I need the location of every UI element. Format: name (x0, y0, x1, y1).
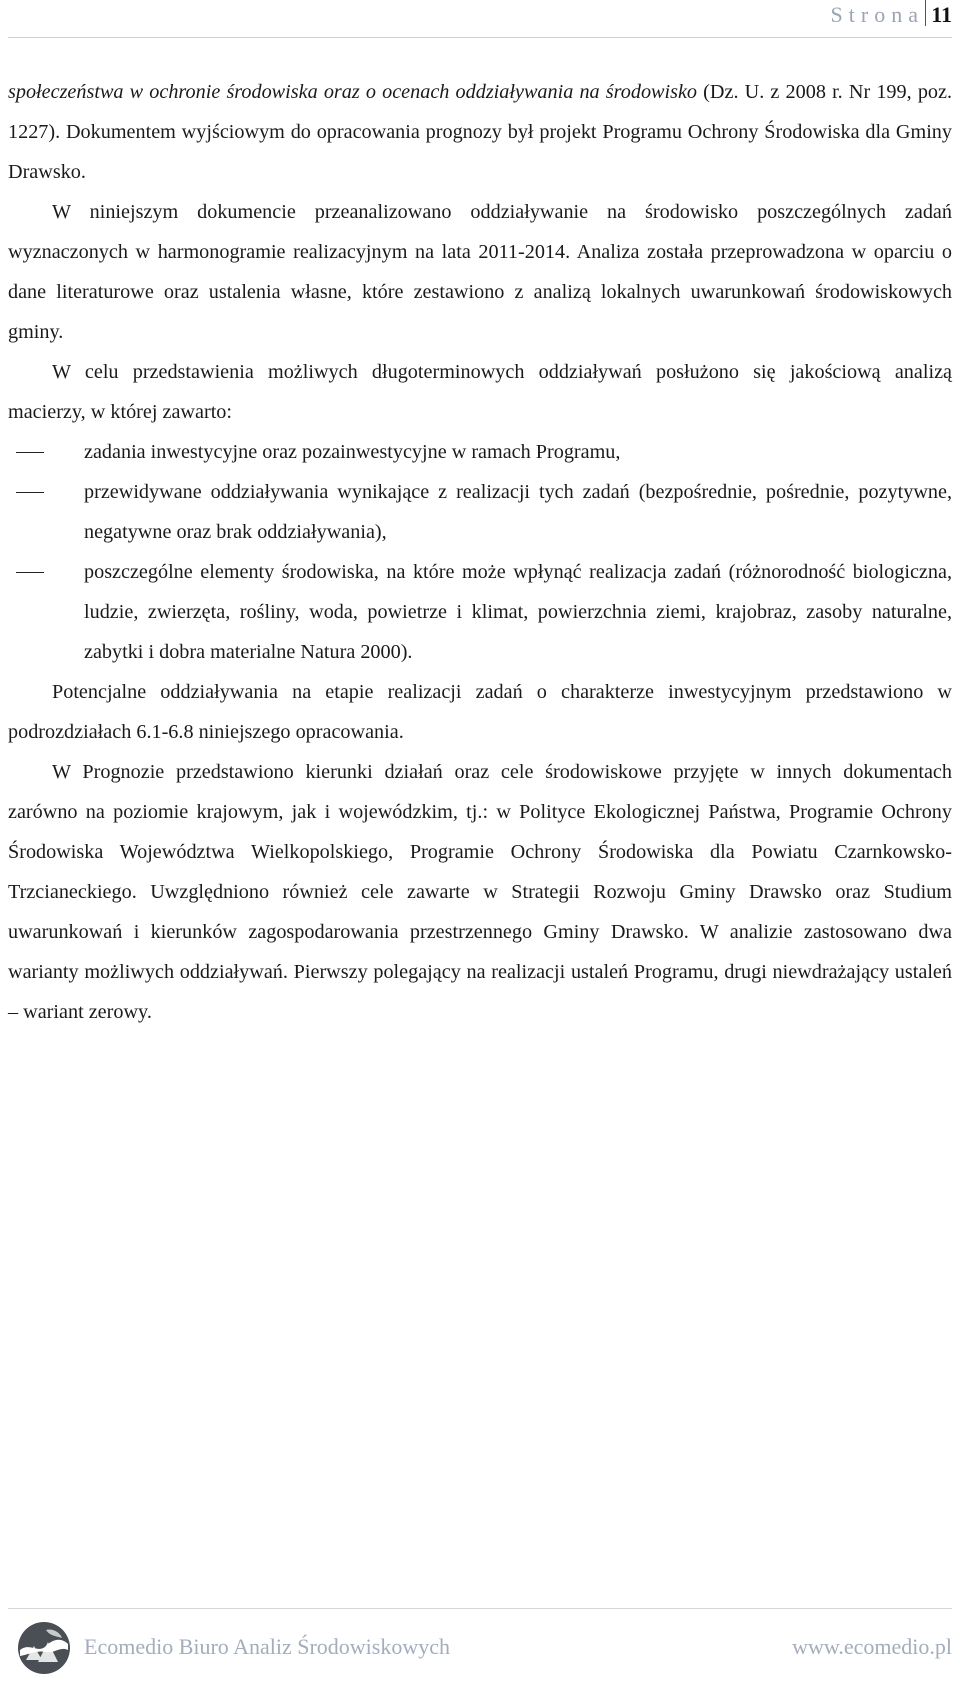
list-item (8, 472, 952, 552)
paragraph-5: W Prognozie przedstawiono kierunki działań oraz cele środowiskowe przyjęte w innych dokumentach zarówno na poziomie krajowym, jak i wojewódzkim, tj.: w Polityce Ekologicznej Państwa, Programie Ochrony Środowiska Województwa Wielkopolskiego, Programie Ochrony Środowiska dla Powiatu Czarnkowsko-Trzcianeckiego. Uwzględniono również cele zawarte w Strategii Rozwoju Gminy Drawsko oraz Studium uwarunkowań i kierunków zagospodarowania przestrzennego Gminy Drawsko. W analizie zastosowano dwa warianty możliwych oddziaływań. Pierwszy polegający na realizacji ustaleń Programu, drugi niewdrażający ustaleń – wariant zerowy. (8, 761, 952, 1023)
list-item-text: przewidywane oddziaływania wynikające z realizacji tych zadań (bezpośrednie, pośrednie, pozytywne, negatywne oraz brak oddziaływania), (84, 481, 952, 543)
list-item-text: poszczególne elementy środowiska, na które może wpłynąć realizacja zadań (różnorodność biologiczna, ludzie, zwierzęta, rośliny, woda, powietrze i klimat, powierzchnia ziemi, krajobraz, zasoby naturalne, zabytki i dobra materialne Natura 2000). (84, 561, 952, 663)
page-header (0, 0, 960, 40)
page-label: Strona (830, 2, 924, 27)
paragraph-1-text: (Dz. U. z 2008 r. Nr 199, poz. 1227). Dokumentem wyjściowym do opracowania prognozy był projekt Programu Ochrony Środowiska dla Gminy Drawsko. (8, 81, 953, 183)
act-title-italic: społeczeństwa w ochronie środowiska oraz o ocenach oddziaływania na środowisko (8, 81, 698, 103)
page-footer (0, 1590, 960, 1686)
company-website: www.ecomedio.pl (792, 1634, 952, 1659)
paragraph-1 (8, 72, 952, 192)
paragraph-3: W celu przedstawienia możliwych długoterminowych oddziaływań posłużono się jakościową analizą macierzy, w której zawarto: (8, 361, 952, 423)
page-number: 11 (931, 2, 952, 27)
footer-rule (8, 1608, 952, 1609)
matrix-contents-list (8, 432, 952, 672)
ecomedio-logo-icon (16, 1620, 72, 1676)
paragraph-4: Potencjalne oddziaływania na etapie realizacji zadań o charakterze inwestycyjnym przedstawiono w podrozdziałach 6.1-6.8 niniejszego opracowania. (8, 681, 952, 743)
list-item (8, 552, 952, 672)
paragraph-2: W niniejszym dokumencie przeanalizowano oddziaływanie na środowisko poszczególnych zadań wyznaczonych w harmonogramie realizacyjnym na lata 2011-2014. Analiza została przeprowadzona w oparciu o dane literaturowe oraz ustalenia własne, które zestawiono z analizą lokalnych uwarunkowań środowiskowych gminy. (8, 201, 952, 343)
header-rule (8, 37, 952, 38)
page-number-separator (925, 0, 926, 26)
list-item (8, 432, 952, 472)
company-name: Ecomedio Biuro Analiz Środowiskowych (84, 1634, 451, 1659)
list-item-text: zadania inwestycyjne oraz pozainwestycyjne w ramach Programu, (84, 441, 621, 463)
document-body (8, 72, 952, 1032)
